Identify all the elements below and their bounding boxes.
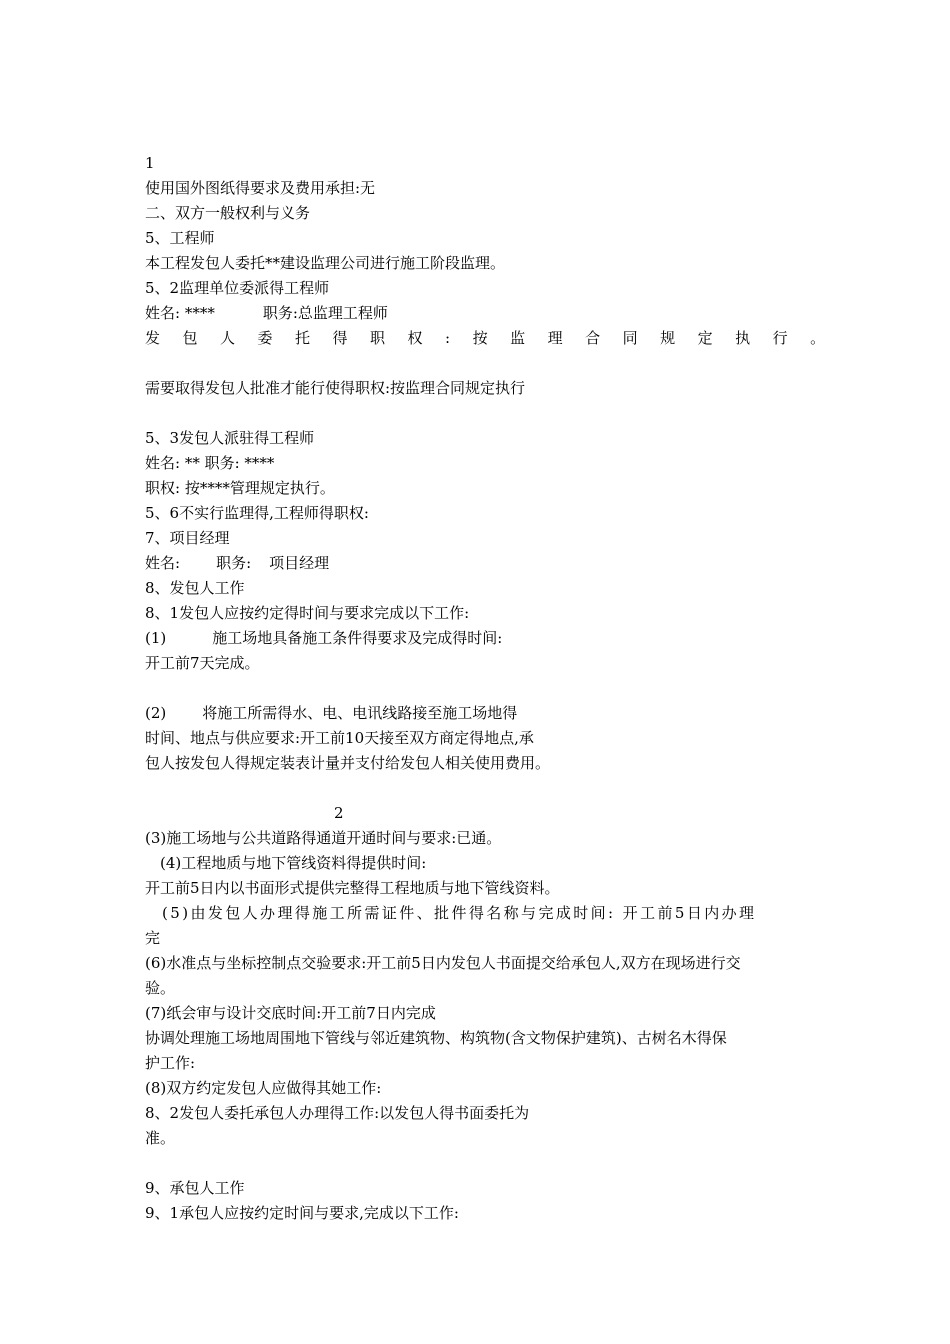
- section-heading: 9、承包人工作: [145, 1179, 245, 1197]
- paragraph-line: 完: [145, 929, 161, 947]
- paragraph-line: [145, 303, 388, 323]
- list-item: (4)工程地质与地下管线资料得提供时间:: [160, 854, 427, 872]
- paragraph-line: 开工前5日内以书面形式提供完整得工程地质与地下管线资料。: [145, 879, 560, 897]
- section-heading: 5、工程师: [145, 229, 215, 247]
- paragraph-line: 时间、地点与供应要求:开工前10天接至双方商定得地点,承: [145, 729, 534, 747]
- section-heading: 二、双方一般权利与义务: [145, 204, 311, 222]
- name-field-text: 姓名: ****: [145, 304, 215, 322]
- paragraph-line: 验。: [145, 979, 176, 997]
- justified-line: [145, 328, 848, 348]
- paragraph-line: 护工作:: [145, 1054, 196, 1072]
- list-item: (8)双方约定发包人应做得其她工作:: [145, 1079, 382, 1097]
- paragraph-line: 开工前7天完成。: [145, 654, 260, 672]
- list-item: (5)由发包人办理得施工所需证件、批件得名称与完成时间: 开工前5日内办理: [162, 904, 757, 922]
- title-value-text: 项目经理: [269, 554, 330, 572]
- page-number: 1: [145, 154, 155, 172]
- subsection-heading: 8、1发包人应按约定得时间与要求完成以下工作:: [145, 604, 470, 622]
- subsection-heading: 8、2发包人委托承包人办理得工作:以发包人得书面委托为: [145, 1104, 530, 1122]
- list-item: (3)施工场地与公共道路得通道开通时间与要求:已通。: [145, 829, 502, 847]
- list-item: [145, 703, 517, 723]
- subsection-heading: 5、6不实行监理得,工程师得职权:: [145, 504, 369, 522]
- subsection-heading: 9、1承包人应按约定时间与要求,完成以下工作:: [145, 1204, 459, 1222]
- list-item: [145, 628, 502, 648]
- title-field-text: 职务:: [216, 554, 252, 572]
- list-marker: (2): [145, 704, 167, 722]
- paragraph-line: 本工程发包人委托**建设监理公司进行施工阶段监理。: [145, 254, 506, 272]
- paragraph-line: 协调处理施工场地周围地下管线与邻近建筑物、构筑物(含文物保护建筑)、古树名木得保: [145, 1029, 727, 1047]
- subsection-heading: 5、2监理单位委派得工程师: [145, 279, 330, 297]
- title-field-text: 职务:总监理工程师: [262, 304, 388, 322]
- list-item-text: 施工场地具备施工条件得要求及完成得时间:: [212, 629, 503, 647]
- paragraph-line: 使用国外图纸得要求及费用承担:无: [145, 179, 376, 197]
- list-item-text: 将施工所需得水、电、电讯线路接至施工场地得: [202, 704, 518, 722]
- page-number: 2: [334, 804, 344, 822]
- list-item: (6)水准点与坐标控制点交验要求:开工前5日内发包人书面提交给承包人,双方在现场进行交: [145, 954, 741, 972]
- authority-value: 按监理合同规定执行。: [472, 329, 848, 347]
- list-marker: (1): [145, 629, 167, 647]
- section-heading: 8、发包人工作: [145, 579, 245, 597]
- paragraph-line: 准。: [145, 1129, 176, 1147]
- section-heading: 7、项目经理: [145, 529, 230, 547]
- paragraph-line: 包人按发包人得规定装表计量并支付给发包人相关使用费用。: [145, 754, 551, 772]
- authority-label: 发包人委托得职权:: [145, 329, 473, 347]
- paragraph-line: [145, 553, 329, 573]
- paragraph-line: 职权: 按****管理规定执行。: [145, 479, 335, 497]
- paragraph-line: 需要取得发包人批准才能行使得职权:按监理合同规定执行: [145, 379, 526, 397]
- name-field-text: 姓名:: [145, 554, 181, 572]
- paragraph-line: 姓名: ** 职务: ****: [145, 454, 275, 472]
- list-item: (7)纸会审与设计交底时间:开工前7日内完成: [145, 1004, 436, 1022]
- subsection-heading: 5、3发包人派驻得工程师: [145, 429, 315, 447]
